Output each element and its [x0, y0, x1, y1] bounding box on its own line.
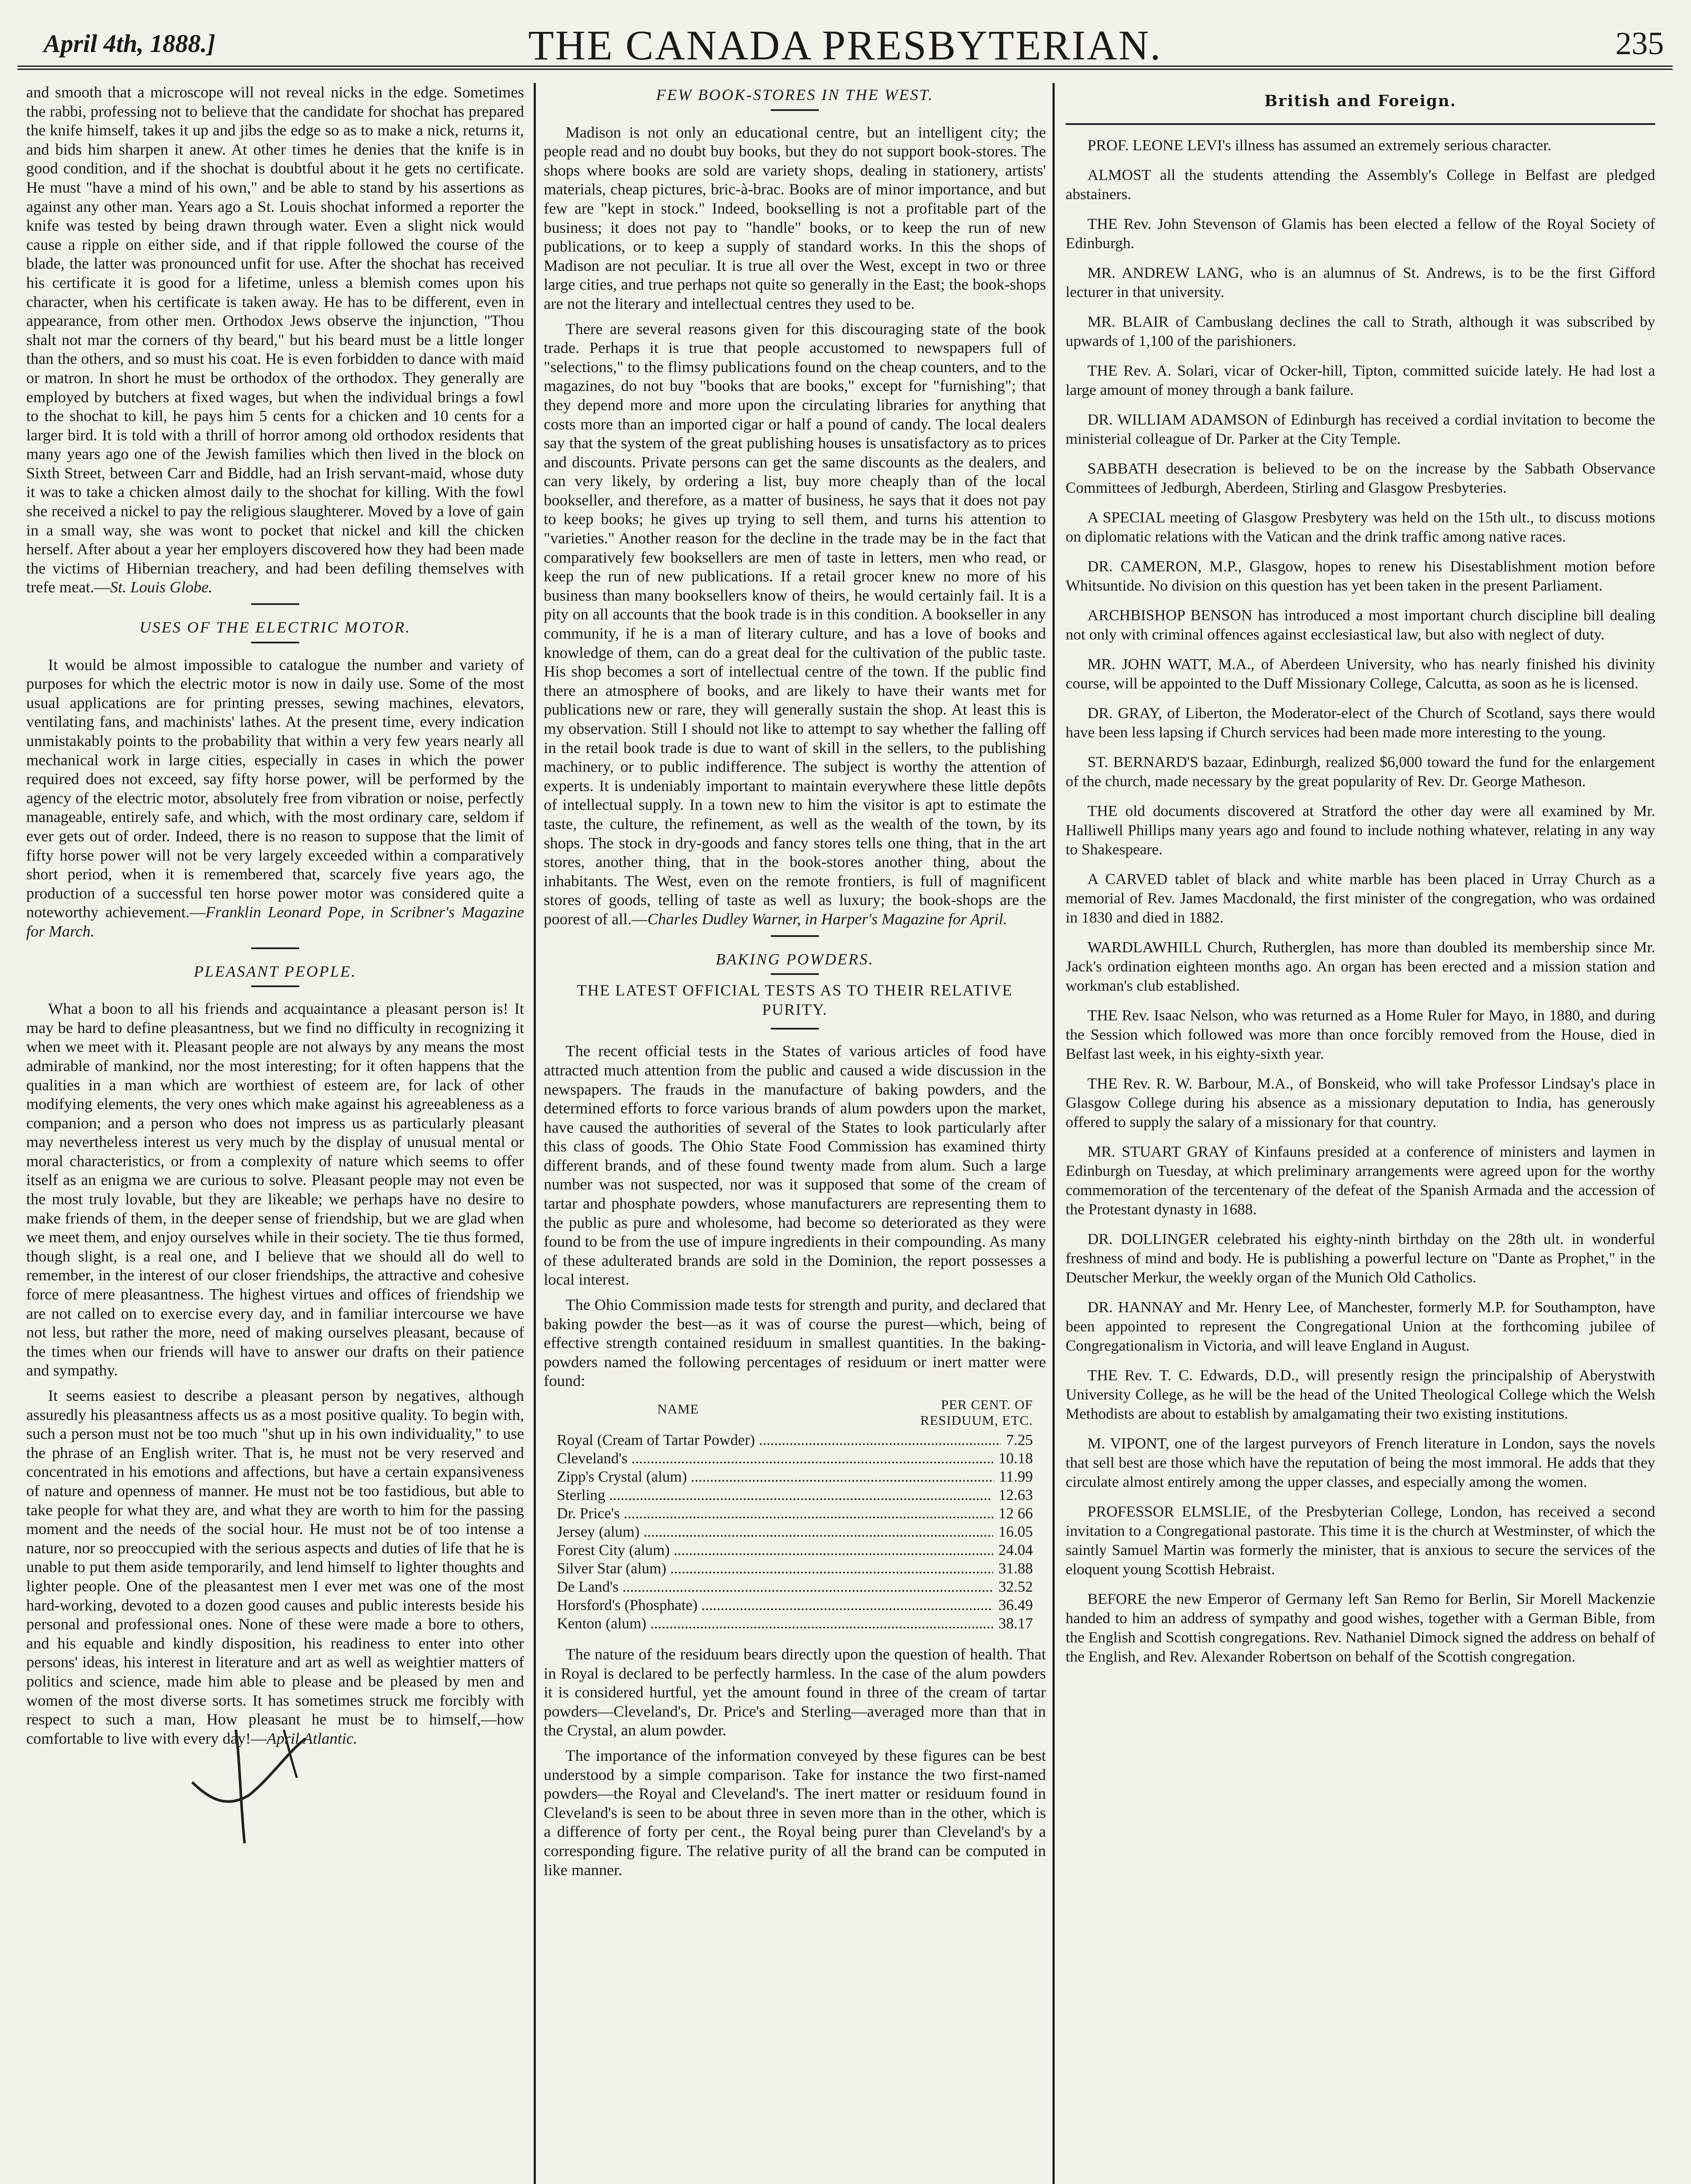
- news-item: ARCHBISHOP BENSON has introduced a most important church discipline bill dealing not only with criminal offences against ecclesiastical law, but also with neglect of duty.: [1066, 606, 1655, 643]
- article-title-pleasant-people: PLEASANT PEOPLE.: [193, 962, 357, 980]
- news-item: THE Rev. Isaac Nelson, who was returned as a Home Ruler for Mayo, in 1880, and during the Session which followed was more than once forcibly removed from the House, died in Belfast last week, in his eighty-sixth year.: [1066, 1006, 1655, 1062]
- residuum-value: 38.17: [998, 1615, 1033, 1632]
- news-item: SABBATH desecration is believed to be on the increase by the Sabbath Observance Committees of Jedburgh, Aberdeen, Stirling and Glasgow Presbyteries.: [1066, 460, 1655, 496]
- divider: [251, 947, 299, 949]
- column-rule: [534, 83, 536, 2184]
- powder-name: Forest City (alum) .....: [557, 1541, 993, 1559]
- article-subtitle: THE LATEST OFFICIAL TESTS AS TO THEIR RELATIVE PURITY.: [576, 981, 1013, 1018]
- article-paragraph: The nature of the residuum bears directly upon the question of health. That in Royal is declared to be perfectly harmless. In the case of the alum powders it is considered hurtful, yet the amount found in three of the cream of tartar powders—Cleveland's, Dr. Price's and Sterling—averaged more than that in the Crystal, an alum powder.: [544, 1645, 1046, 1739]
- column-header-percent: PER CENT. OF RESIDUUM, ETC.: [920, 1397, 1033, 1428]
- article-paragraph: Madison is not only an educational centre, but an intelligent city; the people read and no doubt buy books, but they do not support book-stores. The shops where books are sold are variety shops, dealing in stationery, artists' materials, cheap pictures, bric-à-brac. Books are of minor importance, and but few are "kept in stock." Indeed, bookselling is not a profitable part of the business; it does not pay to "handle" books, or to keep the run of new publications, or to keep a supply of standard works. In this the shops of Madison are not peculiar. It is true all over the West, except in two or three large cities, and true perhaps not quite so generally in the East; the book-shops are not the literary and intellectual centres they used to be.: [544, 123, 1046, 312]
- residuum-table: [557, 1397, 1033, 1633]
- powder-name: Jersey (alum) .....: [557, 1523, 993, 1541]
- news-item: A SPECIAL meeting of Glasgow Presbytery was held on the 15th ult., to discuss motions on diplomatic relations with the Vatican and the drink traffic among native races.: [1066, 508, 1655, 545]
- news-item: THE old documents discovered at Stratford the other day were all examined by Mr. Halliwell Phillips many years ago and found to include nothing whatever, relating in any way to Shakespeare.: [1066, 802, 1655, 858]
- divider: [251, 603, 299, 605]
- residuum-value: 24.04: [998, 1541, 1033, 1559]
- article-paragraph: It seems easiest to describe a pleasant person by negatives, although assuredly his pleasantness affects us as a most positive quality. To begin with, such a person must not be too much "shut up in his own individuality," to use the phrase of an English writer. That is, he must not be very reserved and concentrated in his emotions and affections, but have a certain expansiveness of nature and openness of manner. He must not be too fastidious, but able to take people for what they are, and what they are worth to him for the passing moment and the needs of the social hour. He must not be of too intense a nature, nor so preoccupied with the serious aspects and duties of life that he is unable to put them aside temporarily, and lend himself to lighter thoughts and lighter people. One of the pleasantest men I ever met was one of the most hard-working, devoted to a dozen good causes and public interests beside his personal and professional ones. None of these were made a bore to others, and his equable and kindly disposition, his readiness to enter into other persons' ideas, his interest in literature and art as well as weightier matters of politics and science, made him able to please and be pleased by men and women of the most diverse sorts. It has sometimes struck me forcibly with respect to such a man, How pleasant he must be to himself,—how comfortable to live with every day!—April Atlantic.: [26, 1387, 524, 1747]
- column-left: [26, 83, 524, 2184]
- news-item: THE Rev. T. C. Edwards, D.D., will presently resign the principalship of Aberystwith University College, as he will be the head of the United Theological College which the Welsh Methodists are about to establish by amalgamating their two existing institutions.: [1066, 1366, 1655, 1422]
- divider: [771, 935, 819, 937]
- masthead: [17, 13, 1673, 70]
- news-item: M. VIPONT, one of the largest purveyors of French literature in London, says the novels that sell best are those which have the reputation of being the most immoral. He adds that they circulate almost entirely among the upper classes, and especially among the women.: [1066, 1434, 1655, 1490]
- news-list: [1066, 135, 1655, 1666]
- news-item: DR. HANNAY and Mr. Henry Lee, of Manchester, formerly M.P. for Southampton, have been appointed to represent the Congregational Union at the forthcoming jubilee of Congregationalism in Victoria, and will leave England in August.: [1066, 1298, 1655, 1354]
- powder-name: Kenton (alum) .....: [557, 1614, 993, 1633]
- news-item: THE Rev. R. W. Barbour, M.A., of Bonskeid, who will take Professor Lindsay's place in Glasgow College during his absence as a missionary deputation to India, has generously offered to supply the salary of a missionary for that country.: [1066, 1075, 1655, 1130]
- continued-article-text: and smooth that a microscope will not reveal nicks in the edge. Sometimes the rabbi, professing not to believe that the candidate for shochat has prepared the knife himself, takes it up and jibs the edge so as to make a nick, returns it, and bids him sharpen it anew. At other times he denies that the knife is in good condition, and if the shochat is doubtful about it he gets no certificate. He must "have a mind of his own," and be able to stand by his assertions as against any other man. Years ago a St. Louis shochat informed a reporter the knife was tested by being drawn through water. Even a slight nick would cause a ripple on either side, and if that ripple followed the course of the blade, the latter was pronounced unfit for use. After the shochat has received his certificate it is good for a lifetime, unless a blemish comes upon his character, when his certificate is taken away. He has to be different, even in appearance, from other men. Orthodox Jews observe the injunction, "Thou shalt not mar the corners of thy beard," but his beard must be a little longer than the others, and so must his coat. He is even forbidden to dance with maid or matron. In short he must be orthodox of the orthodox. They generally are employed by butchers at fixed wages, but when the individual brings a fowl to the shochat to kill, he pays him 5 cents for a chicken and 10 cents for a larger bird. It is told with a thrill of horror among old orthodox residents that many years ago one of the Jewish families which then lived in the block on Sixth Street, between Carr and Biddle, had an Irish servant-maid, whose duty it was to take a chicken almost daily to the shochat for killing. With the fowl she received a nickel to pay the religious slaughterer. Moved by a love of gain in a small way, she was wont to pocket that nickel and kill the chicken herself. After about a year her employers discovered how they had been made the victims of Hibernian treachery, and had been defiling themselves with trefe meat.—St. Louis Globe.: [26, 83, 524, 596]
- powder-name: Silver Star (alum) .....: [557, 1559, 993, 1578]
- news-item: WARDLAWHILL Church, Rutherglen, has more than doubled its membership since Mr. Jack's ordination eighteen months ago. An organ has been erected and a mission station and workman's club established.: [1066, 938, 1655, 994]
- news-item: MR. ANDREW LANG, who is an alumnus of St. Andrews, is to be the first Gifford lecturer in that university.: [1066, 264, 1655, 301]
- news-item: DR. WILLIAM ADAMSON of Edinburgh has received a cordial invitation to become the ministerial colleague of Dr. Parker at the City Temple.: [1066, 411, 1655, 447]
- residuum-value: 31.88: [998, 1560, 1033, 1577]
- news-item: MR. JOHN WATT, M.A., of Aberdeen University, who has nearly finished his divinity course, will be appointed to the Duff Missionary College, Calcutta, as soon as he is licensed.: [1066, 655, 1655, 692]
- residuum-value: 36.49: [998, 1597, 1033, 1614]
- newspaper-title: THE CANADA PRESBYTERIAN.: [528, 22, 1162, 69]
- divider: [771, 109, 819, 111]
- divider: [251, 642, 299, 643]
- article-title-baking-powders: BAKING POWDERS.: [715, 950, 874, 968]
- news-item: PROF. LEONE LEVI's illness has assumed an extremely serious character.: [1087, 136, 1552, 154]
- news-item: DR. GRAY, of Liberton, the Moderator-elect of the Church of Scotland, says there would have been less lapsing if Church services had been made more interesting to the young.: [1066, 704, 1655, 741]
- residuum-value: 10.18: [998, 1450, 1033, 1467]
- table-row: [557, 1559, 1033, 1578]
- column-middle: [544, 83, 1046, 2184]
- table-row: [557, 1504, 1033, 1523]
- powder-name: Zipp's Crystal (alum) .....: [557, 1468, 994, 1486]
- news-item: MR. BLAIR of Cambuslang declines the call to Strath, although it was subscribed by upwards of 1,100 of the parishioners.: [1066, 313, 1655, 349]
- section-title-british-foreign: British and Foreign.: [1066, 92, 1655, 125]
- divider: [251, 985, 299, 987]
- article-source: Franklin Leonard Pope, in Scribner's Magazine for March.: [26, 903, 524, 940]
- article-paragraph: The recent official tests in the States of various articles of food have attracted much attention from the public and caused a wide discussion in the newspapers. The frauds in the manufacture of baking powders, and the determined efforts to force various brands of alum powders upon the market, have caused the authorities of several of the States to look particularly after this class of goods. The Ohio State Food Commission has examined thirty different brands, and of these found twenty made from alum. Such a large number was not suspected, nor was it supposed that some of the cream of tartar and phosphate powders, whose manufacturers are representing them to the public as pure and wholesome, had become so deteriorated as they were found to be from the use of impure ingredients in their compounding. As many of these adulterated brands are sold in the Dominion, the report possesses a local interest.: [544, 1042, 1046, 1289]
- article-source: April Atlantic.: [266, 1729, 358, 1747]
- table-row: [557, 1523, 1033, 1541]
- article-paragraph: There are several reasons given for this discouraging state of the book trade. Perhaps it is true that people accustomed to newspapers full of "selections," to the flimsy publications found on the cheap counters, and to the magazines, do not buy "books that are books," except for "furnishing"; that they depend more and more upon the circulating libraries for anything that costs more than an imported cigar or half a pound of candy. The local dealers say that the system of the great publishing houses is unsatisfactory as to prices and discounts. Private persons can get the same discounts as the dealers, and can very likely, by ordering a list, buy more cheaply than of the local bookseller, and therefore, as a matter of business, he says that it does not pay to keep books; he gives up trying to sell them, and turns his attention to "varieties." Another reason for the decline in the trade may be in the fact that comparatively few booksellers are men of taste in letters, men who read, or keep the run of new publications. If a retail grocer knew no more of his business than many booksellers know of theirs, he would certainly fail. It is a pity on all accounts that the book trade is in this condition. A bookseller in any community, if he is a man of literary culture, and has a love of books and knowledge of them, can do a great deal for the cultivation of the public taste. His shop becomes a sort of intellectual centre of the town. If the public find there an atmosphere of books, and are likely to have their wants met for publications new or rare, they will generally sustain the shop. At least this is my observation. Still I should not like to attempt to say whether the falling off in the retail book trade is due to want of skill in the sellers, to the publishing machinery, or to public indifference. The subject is worthy the attention of experts. It is undeniably important to maintain everywhere these little depôts of intellectual supply. In a town new to him the visitor is apt to estimate the taste, the culture, the refinement, as well as the wealth of the town, by its shops. The stock in dry-goods and fancy stores tells one thing, that in the art stores, another thing, that in the book-stores another thing, about the inhabitants. The West, even on the remote frontiers, is full of magnificent stores of goods, telling of taste as well as luxury; the book-shops are the poorest of all.—Charles Dudley Warner, in Harper's Magazine for April.: [544, 320, 1046, 928]
- table-row: [557, 1468, 1033, 1486]
- table-header: [557, 1397, 1033, 1428]
- news-item: BEFORE the new Emperor of Germany left San Remo for Berlin, Sir Morell Mackenzie handed to him an address of sympathy and good wishes, together with a German Bible, from the English and Scottish congregations. Rev. Nathaniel Dimock signed the address on behalf of the English, and Rev. Alexander Robertson on behalf of the Scottish congregation.: [1066, 1590, 1655, 1665]
- news-item: PROFESSOR ELMSLIE, of the Presbyterian College, London, has received a second invitation to a Congregational pastorate. This time it is the church at Westminster, of which the saintly Samuel Martin was formerly the minister, that is anxious to secure the services of the eloquent young Scottish Hebraist.: [1066, 1503, 1655, 1578]
- table-body: [557, 1431, 1033, 1633]
- article-title-electric-motor: USES OF THE ELECTRIC MOTOR.: [139, 619, 411, 636]
- news-item: MR. STUART GRAY of Kinfauns presided at a conference of ministers and laymen in Edinburgh on Tuesday, at which preliminary arrangements were agreed upon for the worthy commemoration of the tercentenary of the defeat of the Spanish Armada and the accession of the Protestant dynasty in 1688.: [1066, 1143, 1655, 1218]
- powder-name: De Land's .....: [557, 1578, 993, 1596]
- news-item: A CARVED tablet of black and white marble has been placed in Urray Church as a memorial of Rev. James Macdonald, the first minister of the congregation, who was ordained in 1830 and died in 1882.: [1066, 870, 1655, 926]
- table-row: [557, 1578, 1033, 1596]
- news-item: ALMOST all the students attending the Assembly's College in Belfast are pledged abstainers.: [1066, 166, 1655, 203]
- table-row: [557, 1614, 1033, 1633]
- news-item: DR. DOLLINGER celebrated his eighty-ninth birthday on the 28th ult. in wonderful freshness of mind and body. He is publishing a powerful lecture on "Dante as Prophet," in the Deutscher Merkur, the weekly organ of the Munich Old Catholics.: [1066, 1230, 1655, 1286]
- divider: [771, 1028, 819, 1030]
- residuum-value: 7.25: [1006, 1431, 1033, 1448]
- table-row: [557, 1431, 1033, 1449]
- news-item: ST. BERNARD'S bazaar, Edinburgh, realized $6,000 toward the fund for the enlargement of the church, made necessary by the great popularity of Rev. Dr. George Matheson.: [1066, 753, 1655, 790]
- article-paragraph: What a boon to all his friends and acquaintance a pleasant person is! It may be hard to define pleasantness, but we find no difficulty in recognizing it when we meet with it. Pleasant people are not always by any means the most admirable of mankind, nor the most interesting; for it often happens that the qualities in a man which are worthiest of esteem are, for lack of other modifying elements, the very ones which make against his agreeableness as a companion; and a person who does not impress us as particularly pleasant may nevertheless interest us very much by the display of unusual mental or moral characteristics, or from a complexity of nature which seems to offer itself as an enigma we are curious to solve. Pleasant people may not even be the most truly lovable, but they are likeable; we perhaps have no desire to make friends of them, in the deeper sense of friendship, but we are glad when we meet them, and enjoy ourselves while in their society. The tie thus formed, though slight, is a real one, and I believe that we should all do well to remember, in the interest of our closer friendships, the attractive and cohesive force of mere pleasantness. The highest virtues and offices of friendship we are not called on to exercise every day, and in familiar intercourse we have not less, but rather the more, need of making ourselves pleasant, because of the times when our friends will have to answer our drafts on their patience and sympathy.: [26, 1000, 524, 1379]
- powder-name: Cleveland's .....: [557, 1449, 993, 1468]
- column-header-name: NAME: [657, 1401, 699, 1417]
- article-paragraph: The Ohio Commission made tests for strength and purity, and declared that baking powder the best—as it was of course the purest—which, being of effective strength contained residuum in smallest quantities. In the baking-powders named the following percentages of residuum or inert matter were found:: [544, 1296, 1046, 1390]
- powder-name: Horsford's (Phosphate) .....: [557, 1596, 993, 1614]
- article-paragraph: The importance of the information conveyed by these figures can be best understood by a simple comparison. Take for instance the two first-named powders—the Royal and Cleveland's. The inert matter or residuum found in Cleveland's is seen to be about three in seven more than in the other, which is a difference of forty per cent., the Royal being purer than Cleveland's by a corresponding figure. The relative purity of all the brand can be computed in like manner.: [544, 1746, 1046, 1879]
- divider: [771, 973, 819, 975]
- residuum-value: 11.99: [999, 1468, 1033, 1485]
- residuum-value: 12 66: [998, 1505, 1033, 1522]
- residuum-value: 32.52: [998, 1578, 1033, 1595]
- table-row: [557, 1486, 1033, 1504]
- article-source: Charles Dudley Warner, in Harper's Magazine for April.: [647, 910, 1008, 928]
- column-right: [1066, 83, 1655, 2184]
- residuum-value: 16.05: [998, 1523, 1033, 1540]
- news-item: DR. CAMERON, M.P., Glasgow, hopes to renew his Disestablishment motion before Whitsuntide. No division on this question has yet been taken in the present Parliament.: [1066, 557, 1655, 594]
- article-source: St. Louis Globe.: [110, 578, 213, 596]
- column-rule: [1053, 83, 1055, 2184]
- news-item: THE Rev. A. Solari, vicar of Ocker-hill, Tipton, committed suicide lately. He had lost a large amount of money through a bank failure.: [1066, 362, 1655, 398]
- news-item: THE Rev. John Stevenson of Glamis has been elected a fellow of the Royal Society of Edinburgh.: [1066, 215, 1655, 252]
- article-text-electric-motor: It would be almost impossible to catalogue the number and variety of purposes for which the electric motor is now in daily use. Some of the most usual applications are for printing presses, sewing machines, elevators, ventilating fans, and machinists' lathes. At the present time, every indication unmistakably points to the probability that within a very few years nearly all mechanical work in large cities, especially in cases in which the power required does not exceed, say fifty horse power, will be performed by the agency of the electric motor, absolutely free from vibration or noise, perfectly manageable, entirely safe, and which, with the most ordinary care, seldom if ever gets out of order. Indeed, there is no reason to suppose that the limit of fifty horse power will not be very largely exceeded within a comparatively short period, when it is remembered that, scarcely five years ago, the production of a successful ten horse power motor was considered quite a noteworthy achievement.—Franklin Leonard Pope, in Scribner's Magazine for March.: [26, 656, 524, 940]
- powder-name: Dr. Price's .....: [557, 1504, 993, 1523]
- page-number: 235: [1615, 26, 1664, 62]
- article-title-book-stores: FEW BOOK-STORES IN THE WEST.: [656, 86, 934, 104]
- table-row: [557, 1596, 1033, 1614]
- powder-name: Sterling .....: [557, 1486, 993, 1504]
- residuum-value: 12.63: [998, 1486, 1033, 1503]
- table-row: [557, 1449, 1033, 1468]
- powder-name: Royal (Cream of Tartar Powder) .....: [557, 1431, 1001, 1449]
- table-row: [557, 1541, 1033, 1559]
- issue-date: April 4th, 1888.]: [44, 29, 216, 58]
